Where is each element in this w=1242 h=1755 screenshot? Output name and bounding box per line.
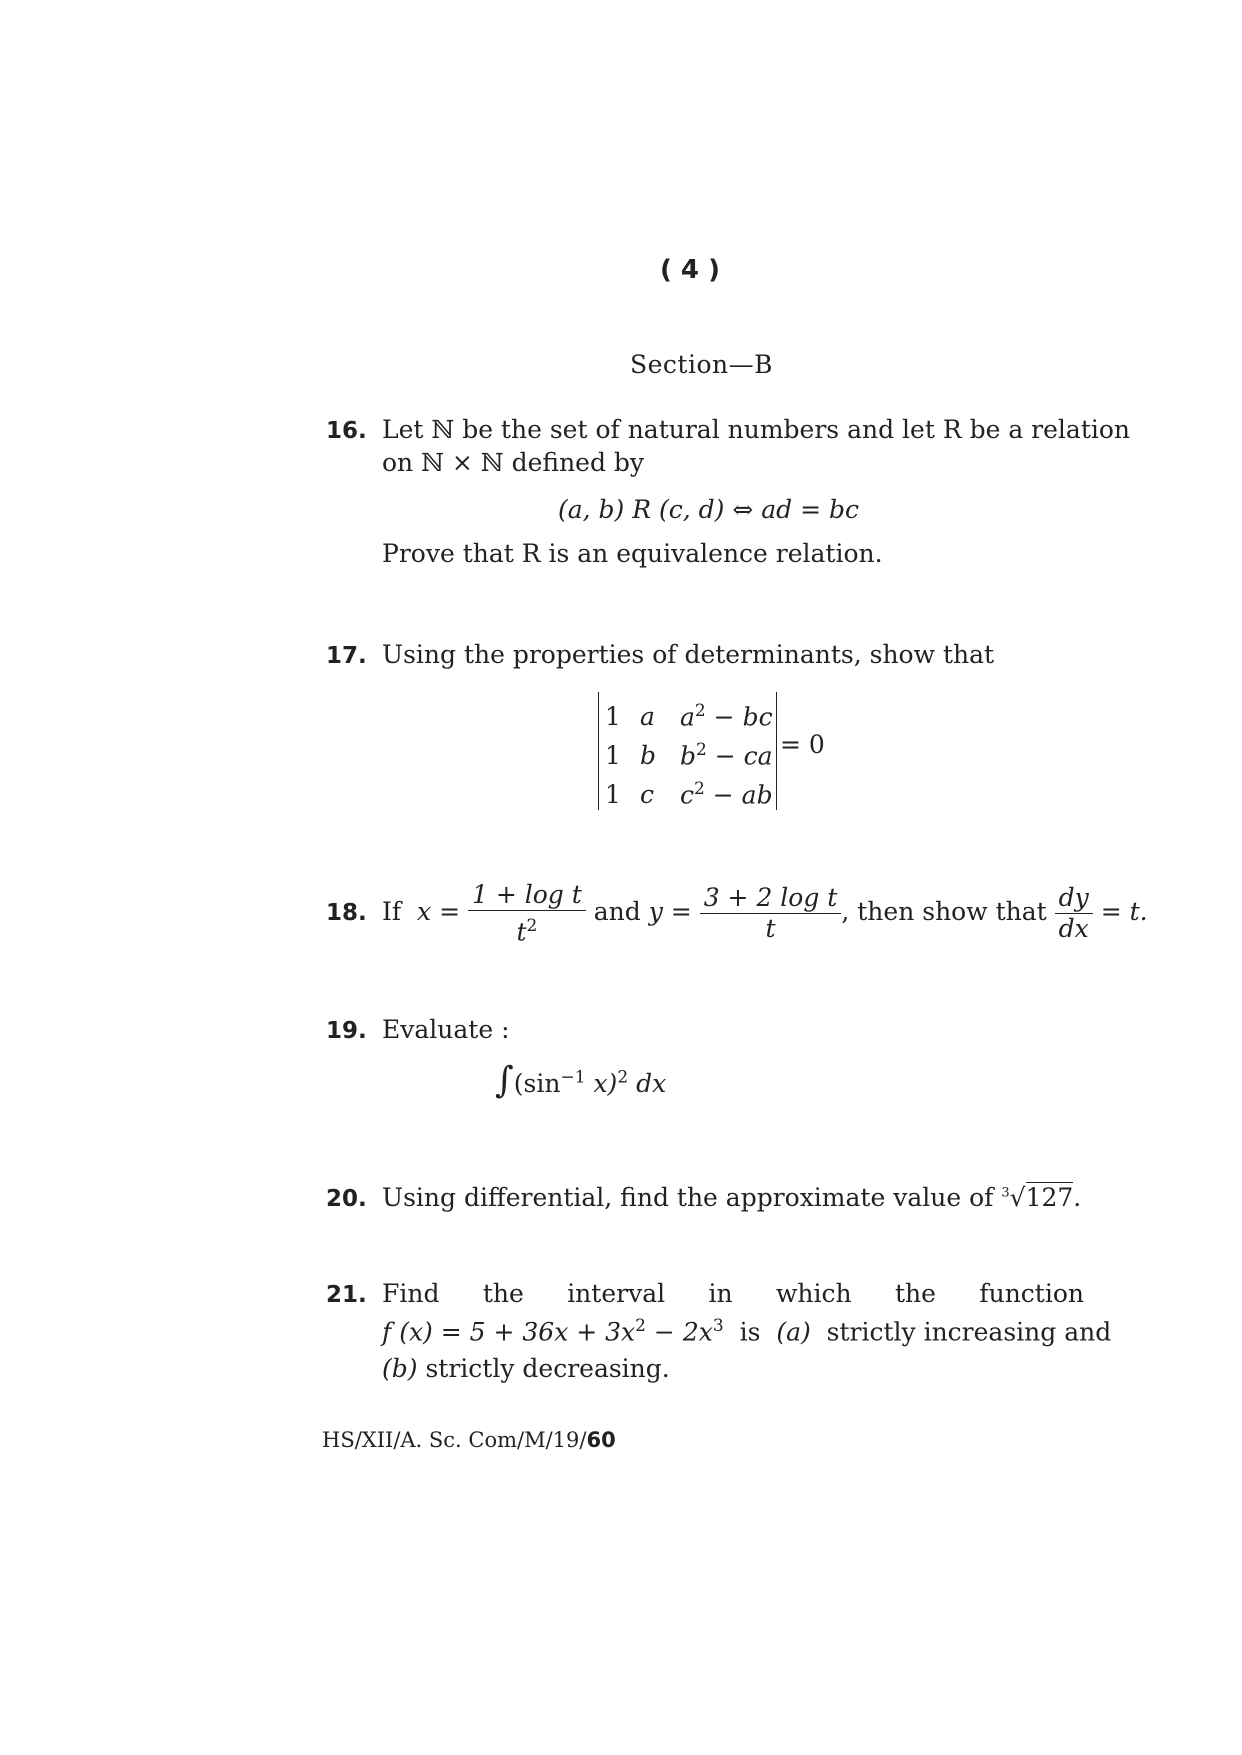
q16-equation: (a, b) R (c, d) ⇔ ad = bc (558, 495, 860, 524)
page-number: ( 4 ) (660, 255, 720, 285)
q17-number: 17. (326, 643, 367, 669)
q18-expression: If x = $\frac{\text{1 + log t}}{t^2}$ and y = $\frac{\text{3 + 2 log t}}{t}$ , then show that $\frac{dy}{dx}$ = t. (382, 880, 1148, 947)
q19-number: 19. (326, 1018, 367, 1044)
det-row-1 (605, 692, 773, 732)
det-cell: $b^2$ − ca (680, 740, 773, 771)
q16-line3: Prove that R is an equivalence relation. (382, 539, 883, 568)
det-cell: $a^2$ − bc (680, 701, 773, 732)
det-equals: = 0 (780, 730, 825, 759)
q17-text: Using the properties of determinants, show that (382, 640, 995, 669)
determinant (598, 692, 777, 810)
det-cell: b (640, 741, 657, 771)
det-cell: c (640, 780, 655, 810)
q16-line1: Let ℕ be the set of natural numbers and let R be a relation (382, 415, 1131, 444)
q20-text: Using differential, find the approximate value of $^3$√127. (382, 1183, 1082, 1212)
det-cell: 1 (605, 741, 621, 771)
q21-line1: Find the interval in which the function (382, 1279, 1084, 1308)
det-row-3 (605, 770, 773, 810)
q16-number: 16. (326, 418, 367, 444)
q20-number: 20. (326, 1186, 367, 1212)
det-cell: 1 (605, 780, 621, 810)
det-cell: 1 (605, 702, 621, 732)
q18-number: 18. (326, 900, 367, 926)
fraction-dydx: $\frac{dy}{dx}$ (1055, 883, 1093, 944)
det-cell: $c^2$ − ab (680, 779, 773, 810)
q21-line3: (b) strictly decreasing. (382, 1354, 670, 1383)
q16-line2: on ℕ × ℕ defined by (382, 448, 645, 477)
q19-integral: $\int(\sin^{-1}$ x)$^2$ dx (495, 1060, 667, 1101)
det-row-2 (605, 731, 773, 771)
q21-line2: f $(x) = 5 + 36x + 3x^2 - 2x^3$ is (a) strictly increasing and (382, 1316, 1112, 1347)
section-title: Section—B (630, 350, 773, 379)
fraction-x: $\frac{\text{1 + log t}}{t^2}$ (468, 880, 586, 947)
det-cell: a (640, 702, 655, 732)
fraction-y: $\frac{\text{3 + 2 log t}}{t}$ (700, 883, 842, 944)
footer-code: HS/XII/A. Sc. Com/M/19/60 (322, 1428, 616, 1452)
q21-number: 21. (326, 1282, 367, 1308)
q19-text: Evaluate : (382, 1015, 510, 1044)
